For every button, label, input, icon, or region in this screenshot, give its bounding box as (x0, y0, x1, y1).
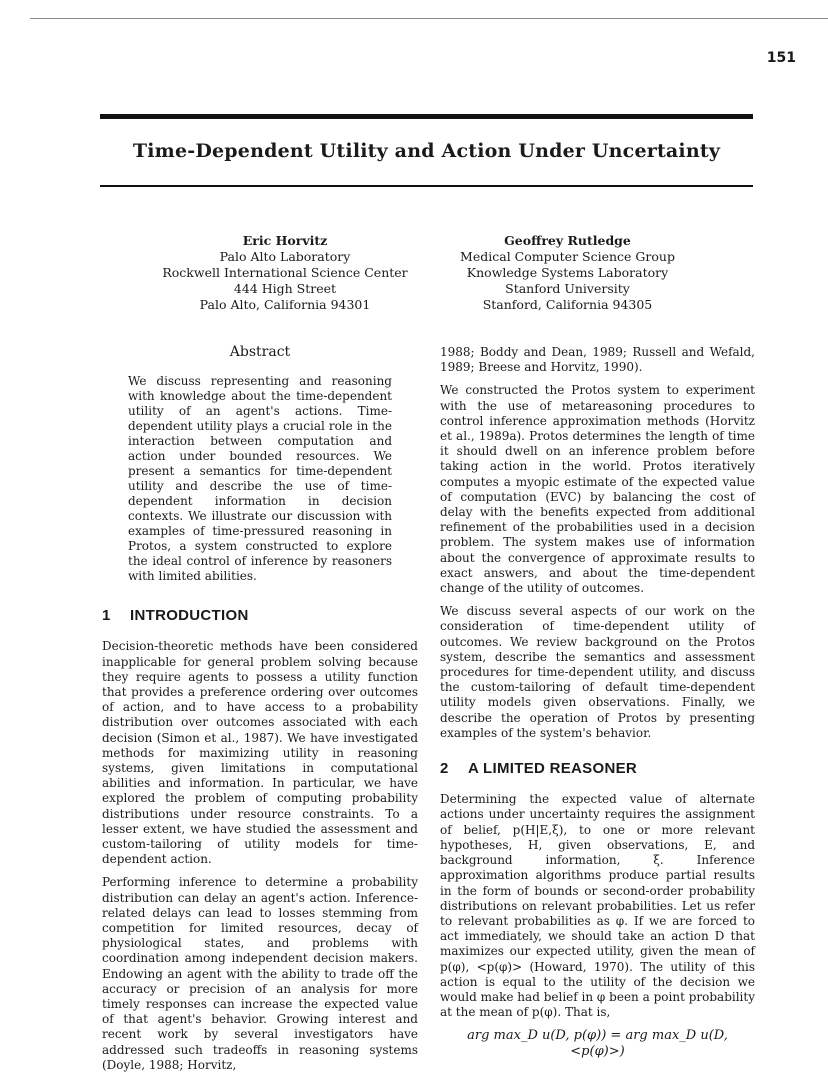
paragraph: Decision-theoretic methods have been considered inapplicable for general problem solving because they require agents to possess a utility function that provides a preference ordering over outcomes of action, and to have access to a probability distribution over outcomes associated with each decision (Simon et al., 1987). We have investigated methods for maximizing utility in reasoning systems, given limitations in computational abilities and information. In particular, we have explored the problem of computing probability distributions under resource constraints. To a lesser extent, we have studied the assessment and custom-tailoring of utility models for time-dependent action. (102, 639, 418, 867)
header-rule (30, 18, 828, 19)
paragraph: 1988; Boddy and Dean, 1989; Russell and Wefald, 1989; Breese and Horvitz, 1990). (440, 345, 755, 375)
title-rule-bottom (100, 185, 753, 187)
paragraph: Determining the expected value of alternate actions under uncertainty requires the assignment of belief, p(H|E,ξ), to one or more relevant hypotheses, H, given observations, E, and background information, ξ. Inference approximation algorithms produce partial results in the form of bounds or second-order probability distributions on relevant probabilities. Let us refer to relevant probabilities as φ. If we are forced to act immediately, we should take an action D that maximizes our expected utility, given the mean of p(φ), <p(φ)> (Howard, 1970). The utility of this action is equal to the utility of the decision we would make had belief in φ been a point probability at the mean of p(φ). That is, (440, 792, 755, 1020)
author-affiliation-line: Rockwell International Science Center (162, 265, 408, 280)
author-affiliation-line: 444 High Street (233, 281, 337, 296)
page-number: 151 (766, 50, 796, 66)
author-affiliation-line: Medical Computer Science Group (460, 249, 675, 264)
paragraph: We constructed the Protos system to experiment with the use of metareasoning procedures to control inference approximation methods (Horvitz et al., 1989a). Protos determines the length of time it should dwell on an inference problem before taking action in the world. Protos iteratively computes a myopic estimate of the expected value of computation (EVC) by balancing the cost of delay with the benefits expected from additional refinement of the probabilities used in a decision problem. The system makes use of information about the convergence of approximate results to exact answers, and about the time-dependent change of the utility of outcomes. (440, 383, 755, 596)
abstract-text: We discuss representing and reasoning with knowledge about the time-dependent utility of an agent's actions. Time-dependent utility plays a crucial role in the interaction between computation and action under bounded resources. We present a semantics for time-dependent utility and describe the use of time-dependent information in decision contexts. We illustrate our discussion with examples of time-pressured reasoning in Protos, a system constructed to explore the ideal control of inference by reasoners with limited abilities. (128, 374, 392, 584)
author-affiliation-line: Palo Alto, California 94301 (199, 297, 371, 312)
author-affiliation-line: Stanford University (505, 281, 630, 296)
paragraph: We discuss several aspects of our work on the consideration of time-dependent utility of outcomes. We review background on the Protos system, describe the semantics and assessment procedures for time-dependent utility, and discuss the custom-tailoring of default time-dependent utility models given observations. Finally, we describe the operation of Protos by presenting examples of the system's behavior. (440, 604, 755, 740)
left-column (102, 345, 418, 1081)
section-title: A LIMITED REASONER (468, 760, 638, 778)
author-affiliation-line: Palo Alto Laboratory (219, 249, 351, 264)
section-title: INTRODUCTION (130, 607, 249, 625)
author-affiliation-line: Knowledge Systems Laboratory (466, 265, 669, 280)
section-number: 2 (440, 760, 449, 778)
author-block-1 (150, 233, 420, 313)
right-column (440, 345, 755, 1059)
paragraph: Performing inference to determine a probability distribution can delay an agent's action. Inference-related delays can lead to losses stemming from competition for limited resources, decay of physiological states, and problems with coordination among independent decision makers. Endowing an agent with the ability to trade off the accuracy or precision of an analysis for more timely responses can increase the expected value of that agent's behavior. Growing interest and recent work by several investigators have addressed such tradeoffs in reasoning systems (Doyle, 1988; Horvitz, (102, 875, 418, 1072)
author-name: Geoffrey Rutledge (504, 233, 631, 248)
paper-title: Time-Dependent Utility and Action Under Uncertainty (132, 140, 721, 162)
author-block-2 (455, 233, 680, 313)
author-name: Eric Horvitz (242, 233, 328, 248)
section-heading-introduction (102, 608, 418, 623)
equation: arg max_D u(D, p(φ)) = arg max_D u(D, <p(φ)>) (467, 1028, 728, 1059)
abstract-heading: Abstract (229, 344, 291, 360)
section-number: 1 (102, 607, 111, 625)
author-affiliation-line: Stanford, California 94305 (482, 297, 653, 312)
section-heading-limited-reasoner (440, 761, 755, 776)
title-rule-top (100, 114, 753, 119)
